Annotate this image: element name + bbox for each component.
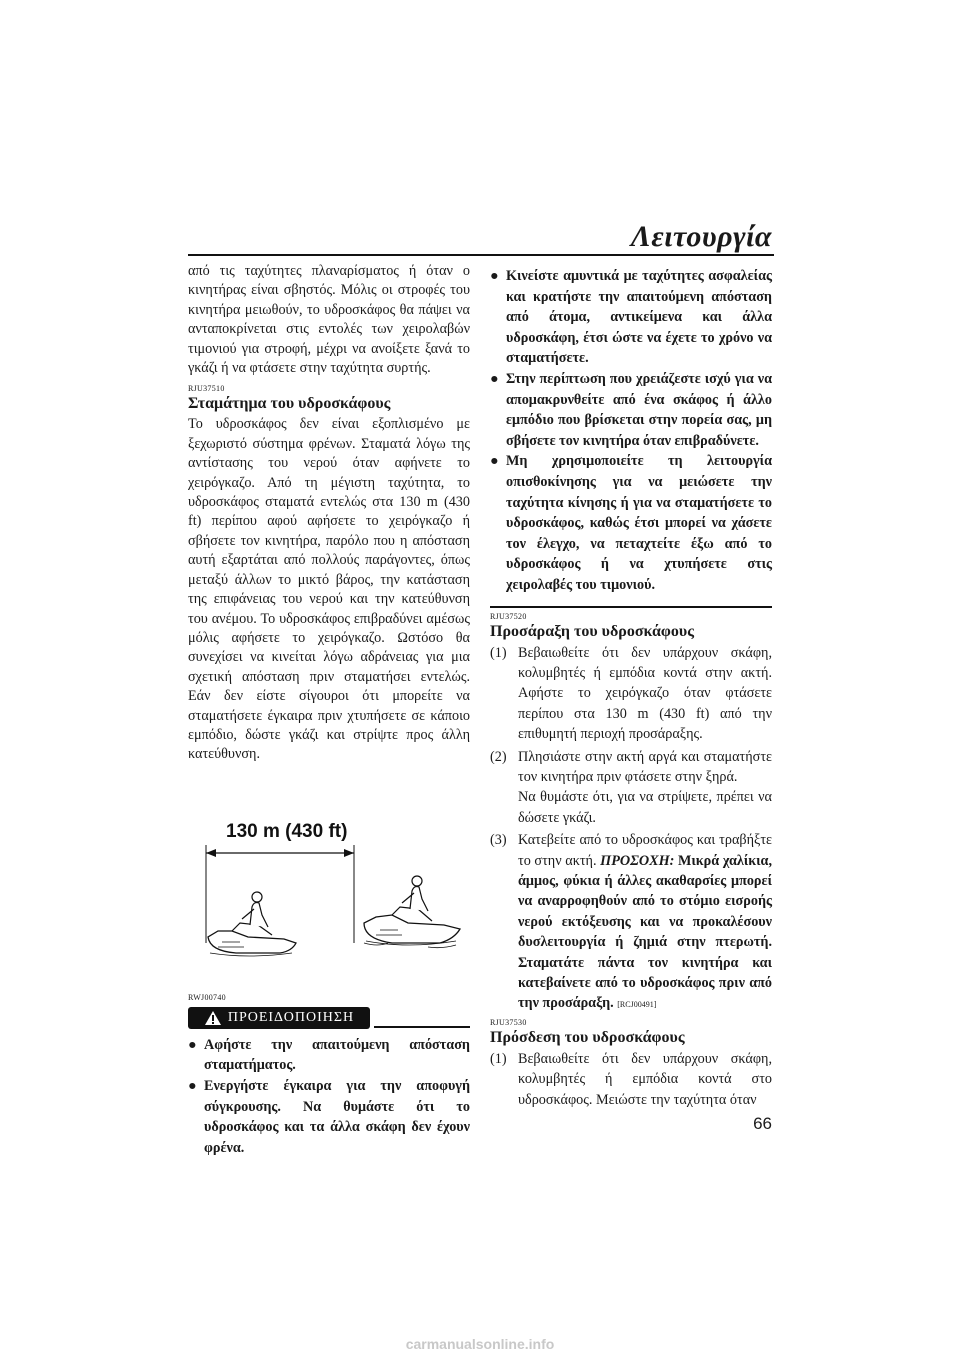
section-code: RJU37530 (490, 1017, 527, 1027)
docking-steps (490, 1049, 772, 1110)
bullet-icon: ● (490, 453, 499, 470)
stopping-distance-figure (188, 815, 470, 987)
warning-triangle-icon (204, 1010, 222, 1026)
beaching-steps (490, 643, 772, 1016)
list-item: (3) Κατεβείτε από το υδροσκάφος και τραβήξτε το στην ακτή. ΠΡΟΣΟΧΗ: Μικρά χαλίκια, άμμος, φύκια ή άλλες ακαθαρσίες μπορεί να αναρροφηθούν από το στόμιο εισροής νερού εκτόξευσης και να προκαλέσουν δυσλειτουργία ή ζημιά στην πτερωτή. Σταματάτε πάντα τον κινητήρα και κατεβαίνετε από το υδροσκάφος πριν από την προσάραξη. [RCJ00491] (490, 832, 772, 1012)
list-item: ● Μη χρησιμοποιείτε τη λειτουργία οπισθοκίνησης για να μειώσετε την ταχύτητα κίνησης ή για να σταματήσετε το υδροσκάφος, καθώς έτσι μπορεί να χάσετε τον έλεγχο, να πεταχτείτε έξω από το υδροσκάφος ή να χτυπήσετε στις χειρολαβές του τιμονιού. (490, 453, 772, 593)
bullet-icon: ● (188, 1077, 197, 1094)
warning-list-left (188, 1035, 470, 1159)
distance-label: 130 m (430 ft) (226, 820, 348, 842)
stopping-distance-illustration (188, 815, 470, 987)
section-title-docking: Πρόσδεση του υδροσκάφους (490, 1028, 685, 1046)
section-title-stopping: Σταμάτημα του υδροσκάφους (188, 395, 391, 413)
warning-code: RWJ00740 (188, 992, 226, 1002)
list-item: ● Στην περίπτωση που χρειάζεστε ισχύ για να απομακρυνθείτε από ένα σκάφος ή άλλο εμπόδιο που βρίσκεται στην πορεία σας, μη σβήσετε τον κινητήρα όταν επιβραδύνετε. (490, 370, 772, 449)
stopping-paragraph: Το υδροσκάφος δεν είναι εξοπλισμένο με ξεχωριστό σύστημα φρένων. Σταματά λόγω της αντίστασης του νερού όταν αφήνετε το χειρόγκαζο. Από τη μέγιστη ταχύτητα, το υδροσκάφος σταματά εντελώς στα 130 m (430 ft) περίπου αφού αφήσετε το χειρόγκαζο ή σβήσετε τον κινητήρα, παρόλο που η απόσταση αυτή εξαρτάται από πολλούς παράγοντες, όπως μεταξύ άλλων το μικτό βάρος, την κατάσταση της επιφάνειας του νερού και την κατεύθυνση του ανέμου. Το υδροσκάφος επιβραδύνει αμέσως μόλις αφήσετε το χειρόγκαζο. Ωστόσο θα συνεχίσει να κινείται λόγω αδράνειας για μια σχετική απόσταση πριν σταματήσει εντελώς. Εάν δεν είστε σίγουροι ότι μπορείτε να σταματήσετε έγκαιρα πριν χτυπήσετε σε κάποιο εμπόδιο, δώστε γκάζι και στρίψτε προς άλλη κατεύθυνση. (188, 416, 470, 763)
watermark-text: carmanualsonline.info (405, 1336, 555, 1352)
warning-list-right (490, 266, 772, 596)
warning-label: ΠΡΟΕΙΔΟΠΟΙΗΣΗ (227, 1009, 355, 1025)
list-item: ● Κινείστε αμυντικά με ταχύτητες ασφαλείας και κρατήστε την απαιτούμενη απόσταση από άτομα, αντικείμενα και άλλα υδροσκάφη, έτσι ώστε να έχετε το χρόνο να σταματήσετε. (490, 268, 772, 367)
watercraft-right-icon (364, 876, 460, 948)
list-item: ● Ενεργήστε έγκαιρα για την αποφυγή σύγκρουσης. Να θυμάστε ότι το υδροσκάφος και τα άλλα σκάφη δεν έχουν φρένα. (188, 1077, 470, 1156)
bullet-icon: ● (490, 370, 499, 387)
watercraft-left-icon (208, 892, 296, 956)
caution-text: Μικρά χαλίκια, άμμος, φύκια ή άλλες ακαθαρσίες μπορεί να αναρροφηθούν από το στόμιο εισροής νερού εκτόξευσης και να προκαλέσουν δυσλειτουργία ή ζημιά στην πτερωτή. Σταματάτε πάντα τον κινητήρα και κατεβαίνετε από το υδροσκάφος πριν από την προσάραξη. (518, 852, 772, 1012)
step-note: Να θυμάστε ότι, για να στρίψετε, πρέπει να δώσετε γκάζι. (518, 789, 772, 826)
warning-rule (374, 1026, 470, 1028)
page-header-title: Λειτουργία (630, 220, 772, 253)
header-rule (188, 254, 774, 256)
bullet-icon: ● (188, 1036, 197, 1053)
right-column (490, 262, 772, 1110)
left-column (188, 262, 470, 1158)
warning-badge (188, 1007, 370, 1029)
list-item: (1) Βεβαιωθείτε ότι δεν υπάρχουν σκάφη, κολυμβητές ή εμπόδια κοντά στην ακτή. Αφήστε το χειρόγκαζο όταν φτάσετε περίπου στα 130 m (430 ft) από την επιθυμητή περιοχή προσάραξης. (490, 644, 772, 743)
section-title-beaching: Προσάραξη του υδροσκάφους (490, 622, 694, 640)
list-item: ● Αφήστε την απαιτούμενη απόσταση σταματήματος. (188, 1036, 470, 1074)
caution-code: [RCJ00491] (617, 1000, 657, 1010)
section-code: RJU37520 (490, 611, 527, 621)
list-item: (2) Πλησιάστε στην ακτή αργά και σταματήστε τον κινητήρα πριν φτάσετε στην ξηρά. Να θυμάστε ότι, για να στρίψετε, πρέπει να δώσετε γκάζι. (490, 748, 772, 826)
page-number: 66 (753, 1114, 772, 1133)
list-item: (1) Βεβαιωθείτε ότι δεν υπάρχουν σκάφη, κολυμβητές ή εμπόδια κοντά στο υδροσκάφος. Μειώστε την ταχύτητα όταν (490, 1050, 772, 1108)
intro-paragraph: από τις ταχύτητες πλαναρίσματος ή όταν ο κινητήρας είναι σβηστός. Μόλις οι στροφές του κινητήρα μειωθούν, το υδροσκάφος θα πάψει να ανταποκρίνεται στις εντολές των χειρολαβών τιμονιού για στροφή, μέχρι να ανοίξετε ξανά το γκάζι ή να φτάσετε στην ταχύτητα συρτής. (188, 263, 470, 377)
warning-end-rule (490, 606, 772, 608)
warning-header (188, 1007, 470, 1031)
section-code: RJU37510 (188, 384, 225, 394)
bullet-icon: ● (490, 268, 499, 284)
caution-label: ΠΡΟΣΟΧΗ: (600, 852, 675, 869)
